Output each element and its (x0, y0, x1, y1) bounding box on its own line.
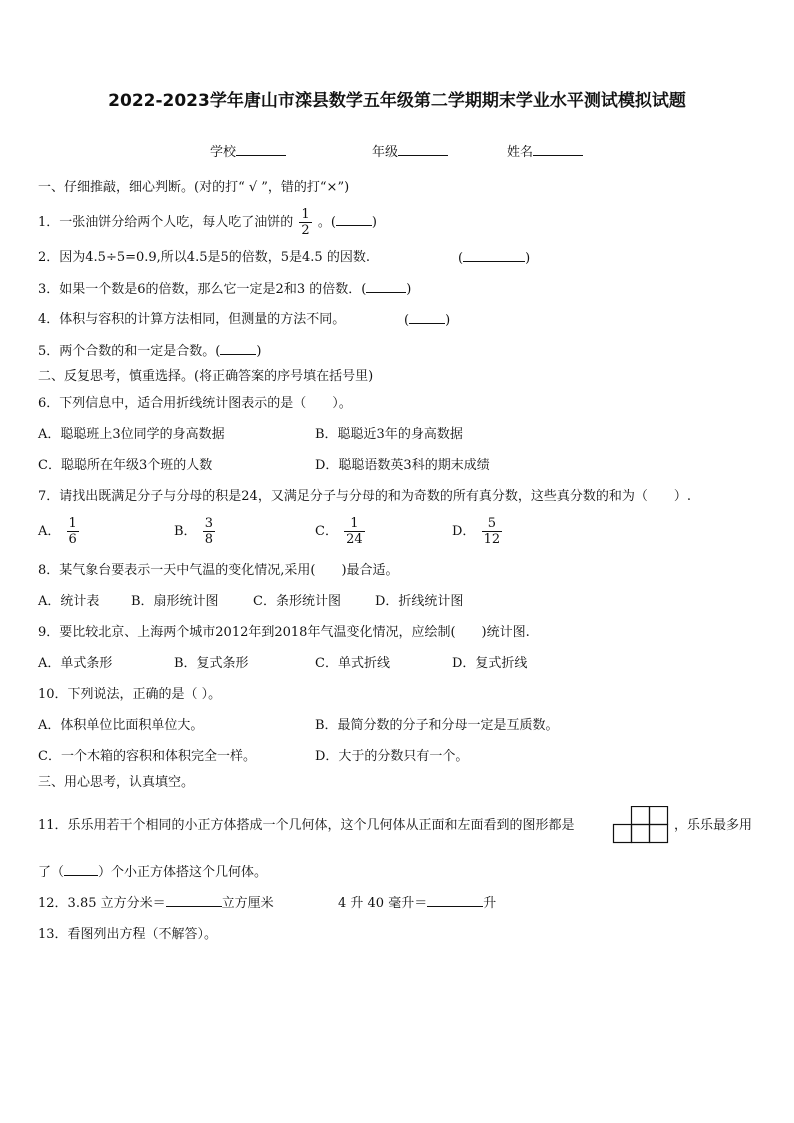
q1-answer-blank[interactable] (336, 213, 372, 226)
question-5 (38, 342, 261, 361)
q7-option-c[interactable] (315, 516, 367, 547)
question-12b (338, 894, 496, 913)
q3-close: ) (406, 282, 412, 297)
q1-open: 。( (317, 215, 336, 230)
section1-heading: 一、仔细推敲，细心判断。(对的打“ √ ”，错的打“×”) (38, 180, 350, 195)
q9-option-d[interactable]: D．复式折线 (452, 656, 528, 671)
q6-option-c[interactable]: C．聪聪所在年级3个班的人数 (38, 458, 213, 473)
q12a-unit: 立方厘米 (221, 896, 274, 911)
q10-option-c[interactable]: C．一个木箱的容积和体积完全一样。 (38, 749, 256, 764)
q7-option-b[interactable] (174, 516, 217, 547)
q1-close: ) (371, 215, 377, 230)
q4-close: ) (445, 313, 451, 328)
q1-text: 1．一张油饼分给两个人吃，每人吃了油饼的 (38, 215, 294, 230)
q4-answer (404, 311, 450, 330)
q2-text: 2．因为4.5÷5=0.9,所以4.5是5的倍数，5是4.5 的因数. (38, 250, 370, 265)
q7-d-label: D． (452, 524, 476, 539)
q7-c-label: C． (315, 524, 338, 539)
q9-option-b[interactable]: B．复式条形 (174, 656, 249, 671)
q7-a-den: 6 (68, 532, 77, 547)
q4-answer-blank[interactable] (409, 311, 445, 324)
q12b-unit: 升 (483, 896, 497, 911)
q2-answer-blank[interactable] (463, 249, 525, 262)
q11-text: 11．乐乐用若干个相同的小正方体搭成一个几何体，这个几何体从正面和左面看到的图形都是 (38, 818, 575, 833)
q11-answer-blank[interactable] (64, 863, 98, 876)
q10-option-d[interactable]: D．大于的分数只有一个。 (315, 749, 469, 764)
q3-text: 3．如果一个数是6的倍数，那么它一定是2和3 的倍数．( (38, 282, 367, 297)
question-13: 13．看图列出方程（不解答）。 (38, 927, 218, 942)
q1-fraction (299, 207, 311, 238)
q7-b-den: 8 (204, 532, 213, 547)
exam-title: 2022-2023学年唐山市滦县数学五年级第二学期期末学业水平测试模拟试题 (108, 91, 686, 111)
q12a-text: 12．3.85 立方分米＝ (38, 896, 166, 911)
q9-option-a[interactable]: A．单式条形 (38, 656, 113, 671)
q10-option-a[interactable]: A．体积单位比面积单位大。 (38, 718, 204, 733)
question-3 (38, 280, 411, 299)
question-4 (38, 311, 345, 329)
name-blank[interactable] (533, 143, 583, 156)
q8-option-c[interactable]: C．条形统计图 (253, 594, 341, 609)
question-8: 8．某气象台要表示一天中气温的变化情况,采用( )最合适。 (38, 563, 399, 578)
q12b-answer-blank[interactable] (427, 894, 483, 907)
q7-b-label: B． (174, 524, 197, 539)
q7-a-label: A． (38, 524, 61, 539)
school-field (210, 141, 286, 160)
q3-answer-blank[interactable] (366, 280, 406, 293)
q1-frac-num: 1 (301, 207, 310, 222)
q12a-answer-blank[interactable] (166, 894, 222, 907)
school-blank[interactable] (236, 143, 286, 156)
q7-b-fraction (203, 516, 215, 547)
q6-option-d[interactable]: D．聪聪语数英3科的期末成绩 (315, 458, 490, 473)
q7-c-num: 1 (350, 516, 359, 531)
question-11-line2 (38, 863, 267, 882)
grade-label: 年级 (372, 145, 399, 160)
q4-open: ( (404, 313, 410, 328)
grade-blank[interactable] (398, 143, 448, 156)
q2-open: ( (458, 251, 464, 266)
q10-option-b[interactable]: B．最简分数的分子和分母一定是互质数。 (315, 718, 559, 733)
q11-view-figure (612, 806, 670, 844)
q6-option-a[interactable]: A．聪聪班上3位同学的身高数据 (38, 427, 225, 442)
q7-option-d[interactable] (452, 516, 504, 547)
grade-field (372, 141, 448, 160)
q12b-text: 4 升 40 毫升＝ (338, 896, 428, 911)
q8-option-b[interactable]: B．扇形统计图 (131, 594, 219, 609)
q7-c-fraction (344, 516, 365, 547)
school-label: 学校 (210, 145, 237, 160)
q11-text-end: ，乐乐最多用 (674, 818, 753, 833)
q7-d-fraction (482, 516, 503, 547)
q6-option-b[interactable]: B．聪聪近3年的身高数据 (315, 427, 463, 442)
q1-frac-den: 2 (301, 223, 310, 238)
q5-close: ) (256, 344, 262, 359)
question-12a (38, 894, 274, 913)
q8-option-d[interactable]: D．折线统计图 (375, 594, 464, 609)
q11-line2-open: 了（ (38, 865, 65, 880)
name-label: 姓名 (507, 145, 534, 160)
question-6: 6．下列信息中，适合用折线统计图表示的是（ ）。 (38, 396, 352, 411)
question-1 (38, 207, 377, 238)
question-2 (38, 249, 370, 267)
q8-option-a[interactable]: A．统计表 (38, 594, 100, 609)
section2-heading: 二、反复思考，慎重选择。(将正确答案的序号填在括号里) (38, 369, 374, 384)
q5-text: 5．两个合数的和一定是合数。( (38, 344, 221, 359)
q2-close: ) (525, 251, 531, 266)
q2-answer (458, 249, 530, 268)
q7-option-a[interactable] (38, 516, 81, 547)
q11-line2-close: ）个小正方体搭这个几何体。 (98, 865, 268, 880)
question-11 (38, 817, 575, 835)
q7-d-den: 12 (483, 532, 501, 547)
q7-a-num: 1 (68, 516, 77, 531)
q7-c-den: 24 (346, 532, 363, 547)
section3-heading: 三、用心思考，认真填空。 (38, 775, 195, 790)
question-10: 10．下列说法，正确的是（ ）。 (38, 687, 222, 702)
q7-b-num: 3 (204, 516, 213, 531)
q7-d-num: 5 (487, 516, 496, 531)
q7-a-fraction (67, 516, 79, 547)
q5-answer-blank[interactable] (220, 342, 256, 355)
q9-option-c[interactable]: C．单式折线 (315, 656, 390, 671)
question-7: 7．请找出既满足分子与分母的积是24，又满足分子与分母的和为奇数的所有真分数，这些真分数的和为（ ）. (38, 489, 691, 504)
name-field (507, 141, 583, 160)
question-9: 9．要比较北京、上海两个城市2012年到2018年气温变化情况，应绘制( )统计图. (38, 625, 530, 640)
q4-text: 4．体积与容积的计算方法相同，但测量的方法不同。 (38, 312, 346, 327)
